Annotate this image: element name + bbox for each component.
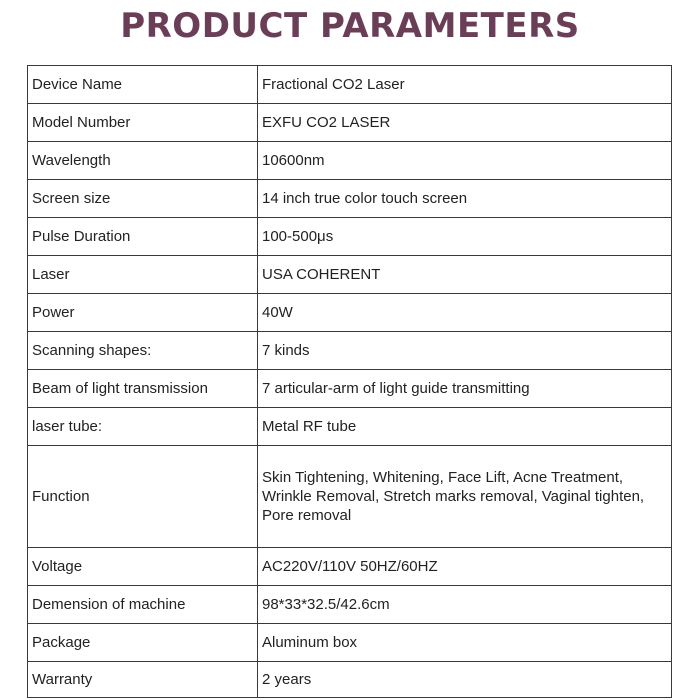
table-row — [28, 218, 672, 256]
table-row — [28, 370, 672, 408]
param-value: 10600nm — [258, 142, 672, 180]
param-label: laser tube: — [28, 408, 258, 446]
parameters-table — [27, 65, 672, 698]
table-row — [28, 104, 672, 142]
param-label: Warranty — [28, 662, 258, 698]
param-label: Screen size — [28, 180, 258, 218]
param-value: 98*33*32.5/42.6cm — [258, 586, 672, 624]
table-row — [28, 662, 672, 698]
param-label: Model Number — [28, 104, 258, 142]
param-value: Aluminum box — [258, 624, 672, 662]
table-row — [28, 294, 672, 332]
table-row — [28, 624, 672, 662]
param-label: Scanning shapes: — [28, 332, 258, 370]
param-value: 7 kinds — [258, 332, 672, 370]
param-value: 100-500μs — [258, 218, 672, 256]
table-row — [28, 548, 672, 586]
table-row — [28, 586, 672, 624]
param-value: USA COHERENT — [258, 256, 672, 294]
param-value: 14 inch true color touch screen — [258, 180, 672, 218]
param-value: 7 articular-arm of light guide transmitting — [258, 370, 672, 408]
param-label: Device Name — [28, 66, 258, 104]
table-row — [28, 408, 672, 446]
param-label: Package — [28, 624, 258, 662]
page-title: PRODUCT PARAMETERS — [120, 6, 580, 46]
param-label: Beam of light transmission — [28, 370, 258, 408]
param-value: EXFU CO2 LASER — [258, 104, 672, 142]
param-label: Wavelength — [28, 142, 258, 180]
table-row — [28, 332, 672, 370]
table-row — [28, 142, 672, 180]
param-value: AC220V/110V 50HZ/60HZ — [258, 548, 672, 586]
table-row — [28, 180, 672, 218]
table-row — [28, 446, 672, 548]
param-label: Voltage — [28, 548, 258, 586]
param-value: Metal RF tube — [258, 408, 672, 446]
table-row — [28, 256, 672, 294]
param-label: Laser — [28, 256, 258, 294]
param-label: Power — [28, 294, 258, 332]
param-label: Demension of machine — [28, 586, 258, 624]
param-value: 40W — [258, 294, 672, 332]
table-row — [28, 66, 672, 104]
param-label: Pulse Duration — [28, 218, 258, 256]
param-value: Skin Tightening, Whitening, Face Lift, Acne Treatment, Wrinkle Removal, Stretch marks removal, Vaginal tighten, Pore removal — [258, 446, 672, 548]
param-value: Fractional CO2 Laser — [258, 66, 672, 104]
param-label: Function — [28, 446, 258, 548]
param-value: 2 years — [258, 662, 672, 698]
